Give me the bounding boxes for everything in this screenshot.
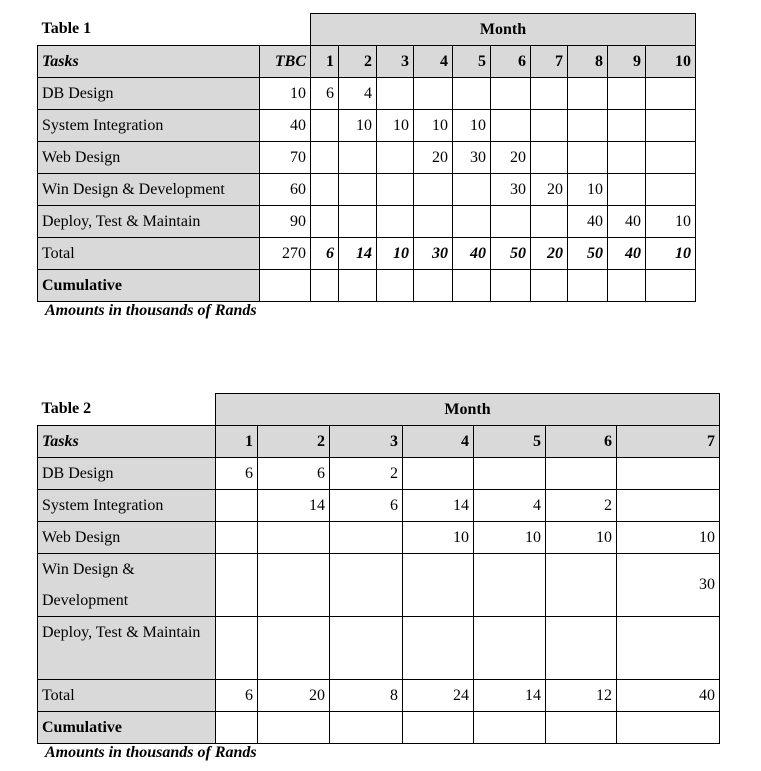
value-cell xyxy=(216,522,258,554)
value-cell xyxy=(531,206,568,238)
value-cell: 20 xyxy=(491,142,531,174)
value-cell: 6 xyxy=(216,680,258,712)
month-col-header: 3 xyxy=(377,46,414,78)
row-label: DB Design xyxy=(38,78,260,110)
value-cell xyxy=(339,270,377,302)
tbc-header: TBC xyxy=(260,46,311,78)
month-col-header: 4 xyxy=(403,426,474,458)
value-cell xyxy=(608,78,646,110)
value-cell xyxy=(216,712,258,744)
value-cell xyxy=(617,490,720,522)
value-cell: 6 xyxy=(311,238,339,270)
value-cell: 50 xyxy=(491,238,531,270)
value-cell xyxy=(377,206,414,238)
value-cell xyxy=(311,174,339,206)
value-cell xyxy=(608,270,646,302)
month-col-header: 5 xyxy=(453,46,491,78)
value-cell: 40 xyxy=(568,206,608,238)
table-2-caption: Table 2 xyxy=(41,400,92,418)
row-label: Win Design & Development xyxy=(38,174,260,206)
value-cell: 30 xyxy=(414,238,453,270)
value-cell xyxy=(414,174,453,206)
value-cell: 40 xyxy=(453,238,491,270)
row-label: System Integration xyxy=(38,490,216,522)
month-col-header: 4 xyxy=(414,46,453,78)
value-cell: 6 xyxy=(330,490,403,522)
table-2-body xyxy=(38,458,720,744)
value-cell xyxy=(258,712,330,744)
value-cell: 40 xyxy=(608,238,646,270)
value-cell xyxy=(546,712,617,744)
table-row xyxy=(38,174,696,206)
value-cell: 20 xyxy=(531,174,568,206)
value-cell xyxy=(453,206,491,238)
row-label: System Integration xyxy=(38,110,260,142)
value-cell: 10 xyxy=(568,174,608,206)
value-cell xyxy=(568,270,608,302)
value-cell xyxy=(453,174,491,206)
value-cell: 2 xyxy=(546,490,617,522)
table-1-caption-row xyxy=(38,14,696,46)
value-cell xyxy=(491,206,531,238)
header-row xyxy=(38,46,696,78)
value-cell: 40 xyxy=(617,680,720,712)
table-row xyxy=(38,712,720,744)
value-cell xyxy=(258,617,330,680)
month-col-header: 1 xyxy=(216,426,258,458)
value-cell xyxy=(339,142,377,174)
value-cell: 10 xyxy=(377,110,414,142)
value-cell xyxy=(546,617,617,680)
value-cell: 14 xyxy=(339,238,377,270)
row-label: DB Design xyxy=(38,458,216,490)
value-cell: 10 xyxy=(617,522,720,554)
value-cell: 30 xyxy=(491,174,531,206)
value-cell xyxy=(330,554,403,617)
value-cell: 10 xyxy=(646,206,696,238)
row-label: Deploy, Test & Maintain xyxy=(38,206,260,238)
value-cell xyxy=(311,270,339,302)
month-col-header: 8 xyxy=(568,46,608,78)
tbc-cell xyxy=(260,270,311,302)
value-cell xyxy=(568,110,608,142)
value-cell xyxy=(568,78,608,110)
value-cell xyxy=(646,270,696,302)
month-header: Month xyxy=(311,14,696,46)
value-cell xyxy=(546,554,617,617)
value-cell: 12 xyxy=(546,680,617,712)
value-cell: 20 xyxy=(414,142,453,174)
value-cell xyxy=(453,78,491,110)
row-label: Deploy, Test & Maintain xyxy=(38,617,216,680)
month-header: Month xyxy=(216,394,720,426)
row-label: Cumulative xyxy=(38,712,216,744)
value-cell xyxy=(453,270,491,302)
row-label: Win Design & Development xyxy=(38,554,216,617)
month-col-header: 2 xyxy=(258,426,330,458)
value-cell xyxy=(403,712,474,744)
value-cell xyxy=(258,554,330,617)
row-label: Cumulative xyxy=(38,270,260,302)
month-col-header: 1 xyxy=(311,46,339,78)
month-col-header: 10 xyxy=(646,46,696,78)
tbc-cell: 90 xyxy=(260,206,311,238)
value-cell xyxy=(546,458,617,490)
value-cell: 10 xyxy=(453,110,491,142)
value-cell xyxy=(414,206,453,238)
value-cell xyxy=(258,522,330,554)
value-cell xyxy=(474,712,546,744)
table-row xyxy=(38,458,720,490)
value-cell xyxy=(403,458,474,490)
table-row xyxy=(38,490,720,522)
value-cell xyxy=(568,142,608,174)
table-row xyxy=(38,680,720,712)
value-cell xyxy=(491,78,531,110)
tbc-cell: 70 xyxy=(260,142,311,174)
value-cell: 10 xyxy=(339,110,377,142)
month-col-header: 6 xyxy=(491,46,531,78)
value-cell xyxy=(311,110,339,142)
value-cell: 20 xyxy=(531,238,568,270)
value-cell: 6 xyxy=(258,458,330,490)
value-cell xyxy=(216,554,258,617)
month-col-header: 5 xyxy=(474,426,546,458)
value-cell xyxy=(216,617,258,680)
value-cell xyxy=(311,206,339,238)
value-cell: 10 xyxy=(646,238,696,270)
value-cell: 14 xyxy=(474,680,546,712)
tbc-cell: 60 xyxy=(260,174,311,206)
value-cell xyxy=(330,522,403,554)
value-cell xyxy=(617,712,720,744)
value-cell xyxy=(531,142,568,174)
tasks-header: Tasks xyxy=(38,46,260,78)
value-cell: 10 xyxy=(377,238,414,270)
table-row xyxy=(38,270,696,302)
value-cell xyxy=(216,490,258,522)
value-cell xyxy=(608,174,646,206)
value-cell: 4 xyxy=(474,490,546,522)
row-label: Total xyxy=(38,680,216,712)
table-2 xyxy=(37,393,720,744)
value-cell: 6 xyxy=(311,78,339,110)
value-cell xyxy=(474,617,546,680)
table-2-caption-row xyxy=(38,394,720,426)
value-cell: 10 xyxy=(546,522,617,554)
month-col-header: 9 xyxy=(608,46,646,78)
table-row xyxy=(38,554,720,617)
month-col-header: 3 xyxy=(330,426,403,458)
value-cell xyxy=(330,617,403,680)
value-cell xyxy=(377,270,414,302)
value-cell xyxy=(646,142,696,174)
table-row xyxy=(38,142,696,174)
month-col-header: 2 xyxy=(339,46,377,78)
table-row xyxy=(38,78,696,110)
value-cell xyxy=(339,174,377,206)
value-cell xyxy=(491,270,531,302)
value-cell: 6 xyxy=(216,458,258,490)
value-cell xyxy=(608,142,646,174)
table-1 xyxy=(37,13,696,302)
tbc-cell: 270 xyxy=(260,238,311,270)
value-cell xyxy=(617,617,720,680)
month-col-header: 7 xyxy=(617,426,720,458)
value-cell xyxy=(377,142,414,174)
value-cell: 4 xyxy=(339,78,377,110)
value-cell xyxy=(531,78,568,110)
table-1-body xyxy=(38,78,696,302)
month-col-header: 6 xyxy=(546,426,617,458)
value-cell: 30 xyxy=(617,554,720,617)
tasks-header: Tasks xyxy=(38,426,216,458)
value-cell: 14 xyxy=(403,490,474,522)
value-cell xyxy=(646,78,696,110)
table-2-note: Amounts in thousands of Rands xyxy=(45,744,257,761)
table-row xyxy=(38,110,696,142)
value-cell xyxy=(377,78,414,110)
value-cell xyxy=(474,554,546,617)
tbc-cell: 10 xyxy=(260,78,311,110)
value-cell xyxy=(617,458,720,490)
value-cell xyxy=(339,206,377,238)
value-cell xyxy=(531,110,568,142)
value-cell xyxy=(414,78,453,110)
month-col-header: 7 xyxy=(531,46,568,78)
value-cell: 24 xyxy=(403,680,474,712)
table-row xyxy=(38,617,720,680)
value-cell: 14 xyxy=(258,490,330,522)
value-cell: 40 xyxy=(608,206,646,238)
value-cell xyxy=(531,270,568,302)
table-1-note: Amounts in thousands of Rands xyxy=(45,302,257,319)
table-row xyxy=(38,238,696,270)
value-cell: 10 xyxy=(403,522,474,554)
row-label: Web Design xyxy=(38,142,260,174)
value-cell xyxy=(474,458,546,490)
header-row xyxy=(38,426,720,458)
value-cell xyxy=(403,617,474,680)
value-cell xyxy=(608,110,646,142)
value-cell: 8 xyxy=(330,680,403,712)
value-cell xyxy=(491,110,531,142)
value-cell xyxy=(377,174,414,206)
value-cell xyxy=(646,110,696,142)
row-label: Total xyxy=(38,238,260,270)
value-cell: 30 xyxy=(453,142,491,174)
table-1-caption: Table 1 xyxy=(41,20,92,38)
value-cell: 20 xyxy=(258,680,330,712)
value-cell xyxy=(403,554,474,617)
value-cell xyxy=(330,712,403,744)
value-cell: 10 xyxy=(474,522,546,554)
value-cell xyxy=(311,142,339,174)
row-label: Web Design xyxy=(38,522,216,554)
table-row xyxy=(38,522,720,554)
table-row xyxy=(38,206,696,238)
value-cell: 2 xyxy=(330,458,403,490)
value-cell xyxy=(414,270,453,302)
value-cell xyxy=(646,174,696,206)
value-cell: 50 xyxy=(568,238,608,270)
value-cell: 10 xyxy=(414,110,453,142)
tbc-cell: 40 xyxy=(260,110,311,142)
